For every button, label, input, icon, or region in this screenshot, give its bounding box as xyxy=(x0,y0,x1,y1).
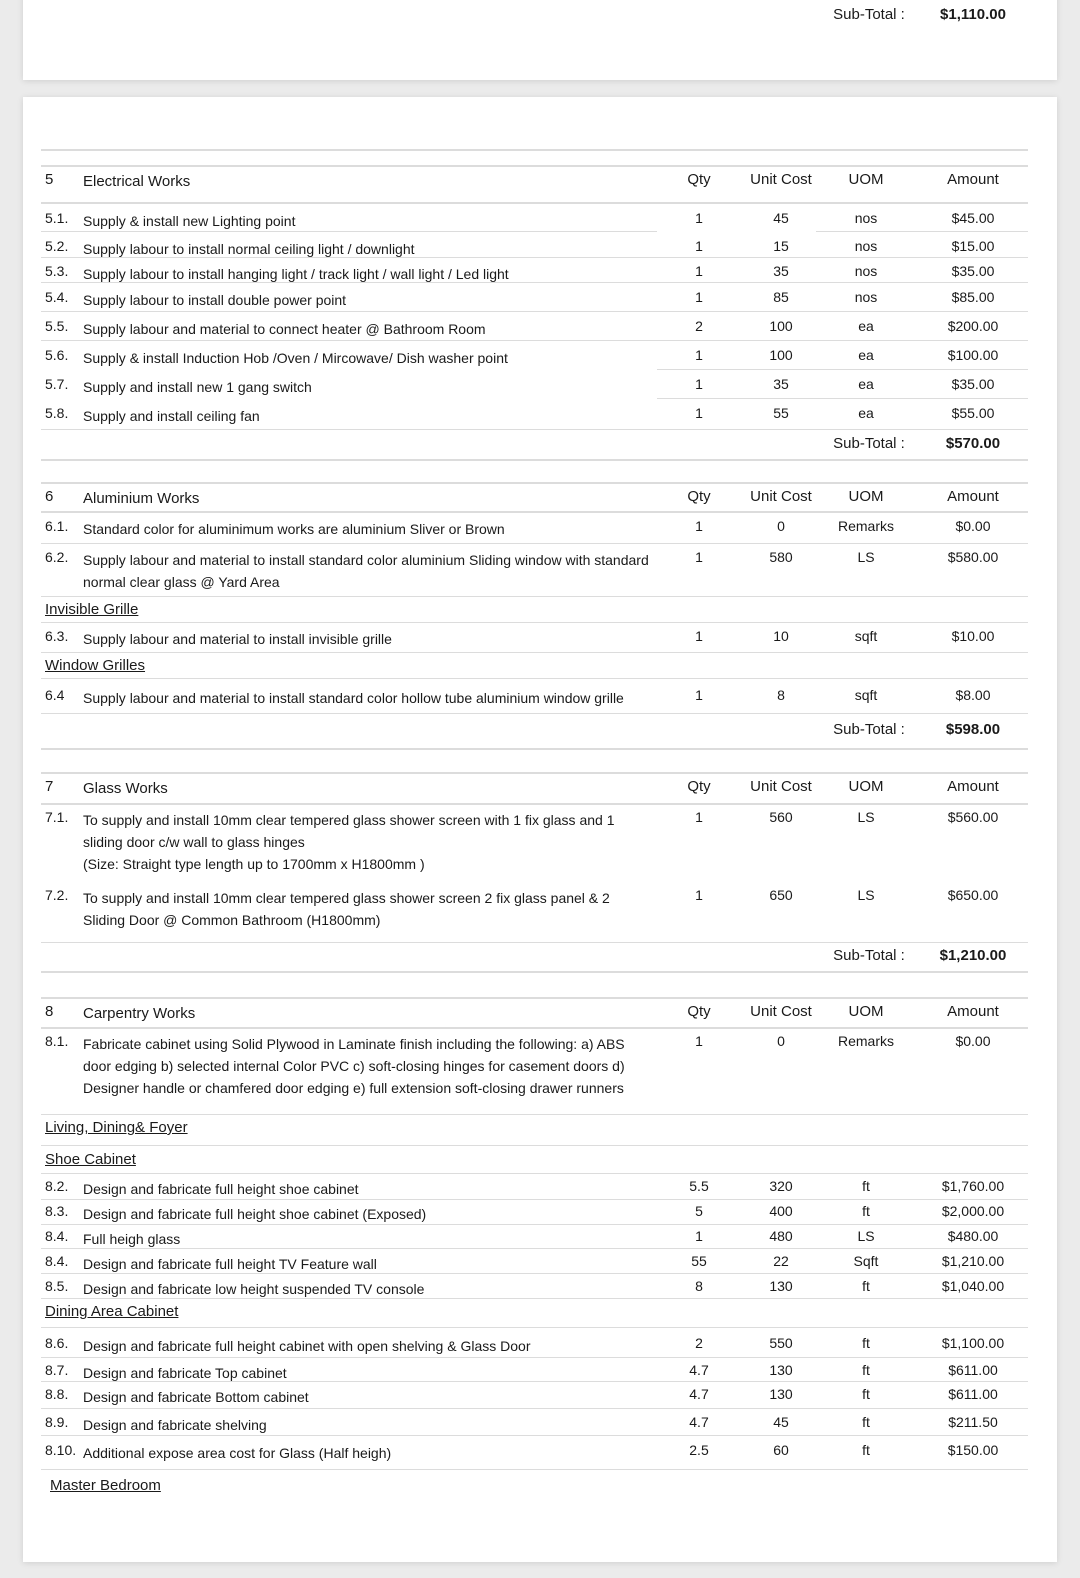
col-uom: UOM xyxy=(848,171,884,188)
item-unit-cost: 650 xyxy=(769,887,793,903)
item-unit-cost: 55 xyxy=(773,405,789,421)
subtotal-label: Sub-Total : xyxy=(833,6,905,23)
col-qty: Qty xyxy=(687,778,711,795)
item-description: Standard color for aluminimum works are aluminium Sliver or Brown xyxy=(83,521,505,537)
item-number: 5.3. xyxy=(45,263,69,279)
col-uom: UOM xyxy=(848,778,884,795)
divider xyxy=(41,1435,1028,1436)
section-number: 5 xyxy=(45,171,54,188)
item-amount: $150.00 xyxy=(947,1442,999,1458)
section-number: 8 xyxy=(45,1003,54,1020)
col-amount: Amount xyxy=(947,171,999,188)
divider xyxy=(41,511,1028,513)
item-description: Supply labour to install double power point xyxy=(83,292,347,308)
item-uom: nos xyxy=(854,210,878,226)
item-qty: 2.5 xyxy=(689,1442,709,1458)
subtotal-label: Sub-Total : xyxy=(833,435,905,452)
item-uom: ea xyxy=(858,376,874,392)
category-master-bedroom: Master Bedroom xyxy=(50,1477,161,1494)
item-number: 5.6. xyxy=(45,347,69,363)
item-unit-cost: 22 xyxy=(773,1253,789,1269)
col-amount: Amount xyxy=(947,1003,999,1020)
divider xyxy=(41,652,1028,653)
item-description: Supply & install Induction Hob /Oven / Mircowave/ Dish washer point xyxy=(83,350,508,366)
divider xyxy=(41,202,1028,204)
item-description: Design and fabricate shelving xyxy=(83,1417,267,1433)
item-description: Supply labour and material to install invisible grille xyxy=(83,631,392,647)
item-unit-cost: 60 xyxy=(773,1442,789,1458)
item-uom: LS xyxy=(857,1228,875,1244)
divider xyxy=(41,1027,1028,1029)
item-unit-cost: 85 xyxy=(773,289,789,305)
item-qty: 1 xyxy=(695,347,703,363)
item-amount: $1,760.00 xyxy=(941,1178,1005,1194)
divider xyxy=(657,369,1028,370)
item-amount: $35.00 xyxy=(951,376,995,392)
item-number: 5.7. xyxy=(45,376,69,392)
item-unit-cost: 320 xyxy=(769,1178,793,1194)
divider xyxy=(41,1298,1028,1299)
item-unit-cost: 580 xyxy=(769,549,793,565)
item-qty: 1 xyxy=(695,628,703,644)
col-unit-cost: Unit Cost xyxy=(750,1003,812,1020)
item-qty: 5 xyxy=(695,1203,703,1219)
item-description: Design and fabricate full height cabinet with open shelving & Glass Door xyxy=(83,1338,531,1354)
col-amount: Amount xyxy=(947,488,999,505)
item-unit-cost: 0 xyxy=(777,518,785,534)
section-number: 7 xyxy=(45,778,54,795)
divider xyxy=(41,1273,1028,1274)
item-amount: $611.00 xyxy=(948,1362,998,1378)
item-unit-cost: 100 xyxy=(769,318,793,334)
divider xyxy=(41,622,1028,623)
item-amount: $211.50 xyxy=(948,1414,998,1430)
divider xyxy=(41,1357,1028,1358)
divider xyxy=(41,1381,1028,1382)
item-amount: $611.00 xyxy=(948,1386,998,1402)
item-uom: ft xyxy=(862,1362,870,1378)
divider xyxy=(41,772,1028,774)
item-amount: $55.00 xyxy=(951,405,995,421)
category-invisible-grille: Invisible Grille xyxy=(45,601,139,618)
item-description: Design and fabricate full height TV Feature wall xyxy=(83,1256,377,1272)
item-number: 5.8. xyxy=(45,405,69,421)
item-description-text: To supply and install 10mm clear tempered glass shower screen with 1 fix glass and 1 sliding door c/w wall to glass hinges xyxy=(83,812,615,850)
item-number: 8.1. xyxy=(45,1033,69,1049)
item-uom: ea xyxy=(858,347,874,363)
item-number: 5.1. xyxy=(45,210,69,226)
item-number: 8.3. xyxy=(45,1203,69,1219)
item-number: 8.4. xyxy=(45,1228,69,1244)
col-uom: UOM xyxy=(848,1003,884,1020)
item-description: Design and fabricate Top cabinet xyxy=(83,1365,287,1381)
item-description: Fabricate cabinet using Solid Plywood in Laminate finish including the following: a) ABS door edging b) selected internal Color PVC c) soft-closing hinges for casement doors d) Designer handle or chamfered door edging e) full extension soft-closing drawer runners xyxy=(83,1036,625,1096)
divider xyxy=(41,713,1028,714)
item-uom: ft xyxy=(862,1178,870,1194)
item-amount: $480.00 xyxy=(947,1228,999,1244)
item-description: Supply labour and material to connect heater @ Bathroom Room xyxy=(83,321,486,337)
col-qty: Qty xyxy=(687,488,711,505)
item-amount: $35.00 xyxy=(951,263,995,279)
divider xyxy=(41,429,657,430)
item-unit-cost: 15 xyxy=(773,238,789,254)
item-qty: 1 xyxy=(695,687,703,703)
divider xyxy=(41,1114,1028,1115)
divider xyxy=(41,482,1028,484)
item-description: Design and fabricate full height shoe cabinet xyxy=(83,1181,359,1197)
col-unit-cost: Unit Cost xyxy=(750,778,812,795)
item-uom: LS xyxy=(857,887,875,903)
item-uom: nos xyxy=(854,289,878,305)
item-amount: $0.00 xyxy=(955,518,991,534)
item-unit-cost: 0 xyxy=(777,1033,785,1049)
item-number: 8.6. xyxy=(45,1335,69,1351)
item-number: 5.2. xyxy=(45,238,69,254)
col-qty: Qty xyxy=(687,171,711,188)
item-qty: 5.5 xyxy=(689,1178,709,1194)
item-amount: $15.00 xyxy=(951,238,995,254)
item-qty: 1 xyxy=(695,1033,703,1049)
divider xyxy=(41,1408,1028,1409)
previous-page xyxy=(23,0,1057,80)
item-uom: sqft xyxy=(854,687,878,703)
item-number: 6.3. xyxy=(45,628,69,644)
item-number: 8.8. xyxy=(45,1386,69,1402)
subtotal-value: $598.00 xyxy=(945,721,1001,738)
divider xyxy=(41,311,1028,312)
quotation-page xyxy=(23,97,1057,1562)
item-qty: 1 xyxy=(695,809,703,825)
item-unit-cost: 480 xyxy=(769,1228,793,1244)
item-number: 8.4. xyxy=(45,1253,69,1269)
subtotal-value: $1,210.00 xyxy=(939,947,1007,964)
item-description: Supply & install new Lighting point xyxy=(83,213,296,229)
divider xyxy=(41,1327,1028,1328)
item-description: Supply labour and material to install standard color hollow tube aluminium window grille xyxy=(83,690,624,706)
col-qty: Qty xyxy=(687,1003,711,1020)
item-number: 8.7. xyxy=(45,1362,69,1378)
item-number: 8.2. xyxy=(45,1178,69,1194)
item-qty: 55 xyxy=(691,1253,707,1269)
divider xyxy=(41,596,1028,597)
category-window-grilles: Window Grilles xyxy=(45,657,146,674)
item-amount: $0.00 xyxy=(955,1033,991,1049)
section-number: 6 xyxy=(45,488,54,505)
divider xyxy=(41,942,1028,943)
item-uom: ft xyxy=(862,1386,870,1402)
divider xyxy=(41,149,1028,151)
item-amount: $1,040.00 xyxy=(941,1278,1005,1294)
item-qty: 4.7 xyxy=(689,1362,709,1378)
item-uom: ft xyxy=(862,1442,870,1458)
item-unit-cost: 130 xyxy=(769,1362,793,1378)
item-number: 7.2. xyxy=(45,887,69,903)
subtotal-value: $570.00 xyxy=(945,435,1001,452)
item-qty: 1 xyxy=(695,518,703,534)
divider xyxy=(816,231,1028,232)
section-title: Aluminium Works xyxy=(83,490,200,507)
item-unit-cost: 45 xyxy=(773,210,789,226)
item-unit-cost: 45 xyxy=(773,1414,789,1430)
item-amount: $45.00 xyxy=(951,210,995,226)
item-uom: Sqft xyxy=(853,1253,879,1269)
item-qty: 1 xyxy=(695,238,703,254)
col-unit-cost: Unit Cost xyxy=(750,488,812,505)
category-shoe-cabinet: Shoe Cabinet xyxy=(45,1151,136,1168)
item-number: 8.5. xyxy=(45,1278,69,1294)
item-description: Supply and install new 1 gang switch xyxy=(83,379,312,395)
item-uom: ft xyxy=(862,1203,870,1219)
divider xyxy=(41,997,1028,999)
item-unit-cost: 130 xyxy=(769,1278,793,1294)
item-amount: $100.00 xyxy=(947,347,999,363)
item-number: 8.9. xyxy=(45,1414,69,1430)
item-amount: $85.00 xyxy=(951,289,995,305)
item-amount: $1,210.00 xyxy=(941,1253,1005,1269)
item-uom: nos xyxy=(854,238,878,254)
item-qty: 1 xyxy=(695,263,703,279)
item-amount: $10.00 xyxy=(951,628,995,644)
item-qty: 2 xyxy=(695,318,703,334)
item-qty: 2 xyxy=(695,1335,703,1351)
item-qty: 1 xyxy=(695,210,703,226)
item-uom: Remarks xyxy=(837,518,894,534)
item-amount: $200.00 xyxy=(947,318,999,334)
item-number: 6.2. xyxy=(45,549,69,565)
item-number: 6.1. xyxy=(45,518,69,534)
category-dining-area-cabinet: Dining Area Cabinet xyxy=(45,1303,179,1320)
subtotal-label: Sub-Total : xyxy=(833,721,905,738)
item-amount: $2,000.00 xyxy=(941,1203,1005,1219)
item-unit-cost: 130 xyxy=(769,1386,793,1402)
item-uom: ft xyxy=(862,1335,870,1351)
divider xyxy=(41,459,1028,461)
divider xyxy=(41,1173,1028,1174)
item-qty: 1 xyxy=(695,289,703,305)
section-title: Glass Works xyxy=(83,780,168,797)
item-number: 5.5. xyxy=(45,318,69,334)
divider xyxy=(657,398,1028,399)
divider xyxy=(41,543,1028,544)
item-qty: 8 xyxy=(695,1278,703,1294)
divider xyxy=(41,748,1028,750)
item-description-note: (Size: Straight type length up to 1700mm x H1800mm ) xyxy=(83,856,425,872)
divider xyxy=(41,1248,1028,1249)
item-qty: 1 xyxy=(695,1228,703,1244)
item-qty: 1 xyxy=(695,887,703,903)
item-amount: $8.00 xyxy=(955,687,991,703)
divider xyxy=(41,1224,1028,1225)
item-description: Design and fabricate low height suspended TV console xyxy=(83,1281,425,1297)
item-amount: $580.00 xyxy=(947,549,999,565)
item-uom: sqft xyxy=(854,628,878,644)
divider xyxy=(41,678,1028,679)
item-description: Additional expose area cost for Glass (Half heigh) xyxy=(83,1445,392,1461)
item-description: Supply labour to install hanging light / track light / wall light / Led light xyxy=(83,266,509,282)
item-description: Supply labour and material to install standard color aluminium Sliding window with standard normal clear glass @ Yard Area xyxy=(83,552,649,590)
divider xyxy=(41,282,1028,283)
item-description: Supply labour to install normal ceiling light / downlight xyxy=(83,241,415,257)
divider xyxy=(41,340,1028,341)
item-qty: 4.7 xyxy=(689,1386,709,1402)
item-unit-cost: 560 xyxy=(769,809,793,825)
item-unit-cost: 550 xyxy=(769,1335,793,1351)
item-description: Full heigh glass xyxy=(83,1231,181,1247)
item-uom: LS xyxy=(857,809,875,825)
category-living-dining-foyer: Living, Dining& Foyer xyxy=(45,1119,188,1136)
divider xyxy=(41,165,1028,167)
item-qty: 4.7 xyxy=(689,1414,709,1430)
item-qty: 1 xyxy=(695,376,703,392)
item-description: To supply and install 10mm clear tempered glass shower screen 2 fix glass panel & 2 Sliding Door @ Common Bathroom (H1800mm) xyxy=(83,890,610,928)
item-qty: 1 xyxy=(695,405,703,421)
item-uom: ea xyxy=(858,318,874,334)
subtotal-label: Sub-Total : xyxy=(833,947,905,964)
section-title: Carpentry Works xyxy=(83,1005,196,1022)
divider xyxy=(41,1145,1028,1146)
item-uom: LS xyxy=(857,549,875,565)
item-uom: ft xyxy=(862,1414,870,1430)
item-unit-cost: 35 xyxy=(773,376,789,392)
item-uom: ea xyxy=(858,405,874,421)
item-description: Design and fabricate Bottom cabinet xyxy=(83,1389,309,1405)
item-unit-cost: 35 xyxy=(773,263,789,279)
item-number: 5.4. xyxy=(45,289,69,305)
divider xyxy=(41,971,1028,973)
col-amount: Amount xyxy=(947,778,999,795)
item-description: Design and fabricate full height shoe cabinet (Exposed) xyxy=(83,1206,427,1222)
divider xyxy=(41,231,657,232)
item-unit-cost: 100 xyxy=(769,347,793,363)
item-number: 7.1. xyxy=(45,809,69,825)
item-number: 6.4 xyxy=(45,687,65,703)
divider xyxy=(41,1469,1028,1470)
divider xyxy=(41,1199,1028,1200)
item-unit-cost: 8 xyxy=(777,687,785,703)
item-amount: $1,100.00 xyxy=(941,1335,1005,1351)
divider xyxy=(41,803,1028,805)
divider xyxy=(41,257,1028,258)
item-amount: $560.00 xyxy=(947,809,999,825)
col-unit-cost: Unit Cost xyxy=(750,171,812,188)
item-uom: ft xyxy=(862,1278,870,1294)
item-uom: Remarks xyxy=(837,1033,894,1049)
divider xyxy=(657,429,1028,430)
item-qty: 1 xyxy=(695,549,703,565)
col-uom: UOM xyxy=(848,488,884,505)
subtotal-value: $1,110.00 xyxy=(940,6,1006,23)
item-unit-cost: 400 xyxy=(769,1203,793,1219)
item-description xyxy=(83,809,655,875)
item-number: 8.10. xyxy=(45,1442,77,1458)
item-uom: nos xyxy=(854,263,878,279)
item-amount: $650.00 xyxy=(947,887,999,903)
item-description: Supply and install ceiling fan xyxy=(83,408,260,424)
section-title: Electrical Works xyxy=(83,173,191,190)
item-unit-cost: 10 xyxy=(773,628,789,644)
